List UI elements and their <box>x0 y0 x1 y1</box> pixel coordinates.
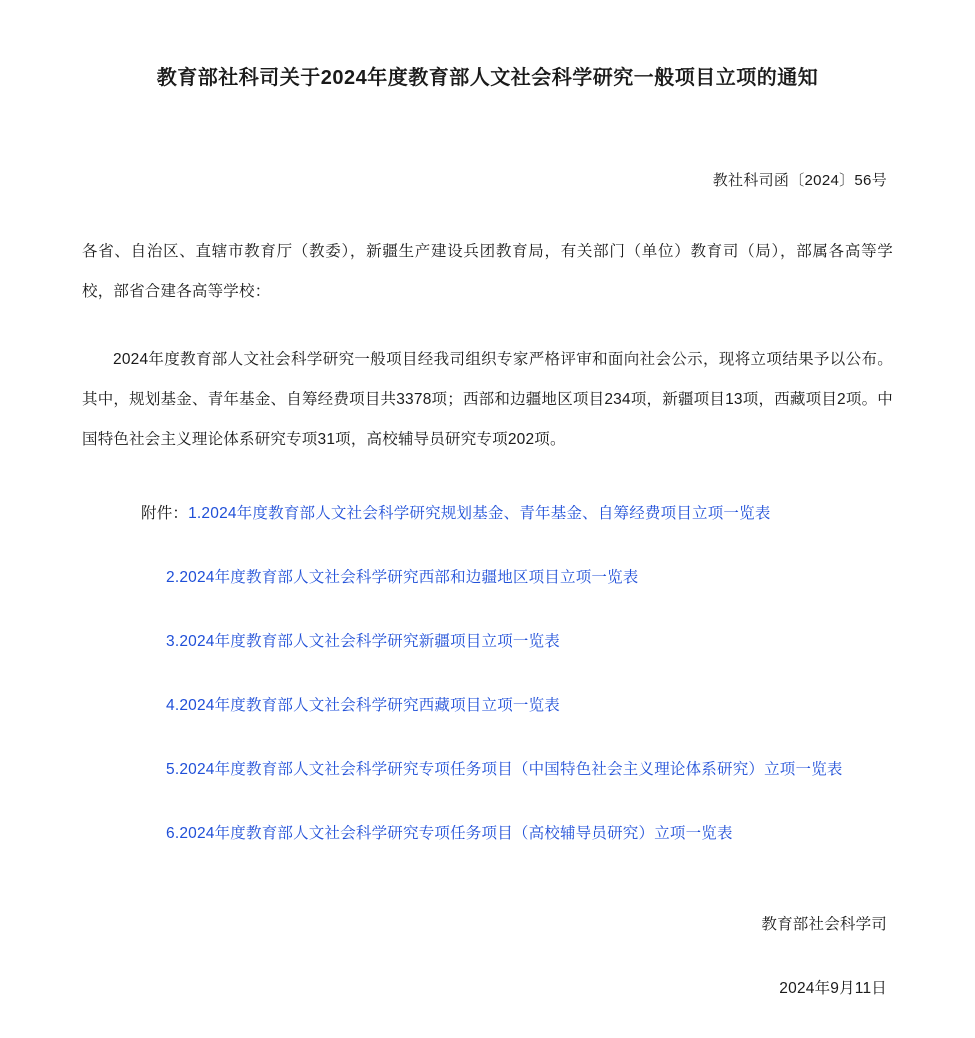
attachment-link-6[interactable]: 6.2024年度教育部人文社会科学研究专项任务项目（高校辅导员研究）立项一览表 <box>166 824 733 842</box>
attachment-label: 附件： <box>141 504 189 522</box>
list-item <box>82 558 893 598</box>
attachment-link-4[interactable]: 4.2024年度教育部人文社会科学研究西藏项目立项一览表 <box>166 696 561 714</box>
list-item <box>82 750 893 790</box>
document-page <box>0 13 975 1037</box>
addressee-paragraph: 各省、自治区、直辖市教育厅（教委），新疆生产建设兵团教育局，有关部门（单位）教育司（局），部属各高等学校，部省合建各高等学校： <box>82 242 893 300</box>
body-paragraph: 2024年度教育部人文社会科学研究一般项目经我司组织专家严格评审和面向社会公示，现将立项结果予以公布。其中，规划基金、青年基金、自筹经费项目共3378项；西部和边疆地区项目234项，新疆项目13项，西藏项目2项。中国特色社会主义理论体系研究专项31项，高校辅导员研究专项202项。 <box>82 350 893 448</box>
signature-organization: 教育部社会科学司 <box>761 915 887 933</box>
list-item <box>82 622 893 662</box>
list-item <box>82 494 893 534</box>
attachment-link-3[interactable]: 3.2024年度教育部人文社会科学研究新疆项目立项一览表 <box>166 632 561 650</box>
document-number: 教社科司函〔2024〕56号 <box>712 171 887 189</box>
document-body <box>0 232 975 460</box>
signature-date: 2024年9月11日 <box>779 979 887 997</box>
attachment-link-2[interactable]: 2.2024年度教育部人文社会科学研究西部和边疆地区项目立项一览表 <box>166 568 639 586</box>
attachment-link-1[interactable]: 1.2024年度教育部人文社会科学研究规划基金、青年基金、自筹经费项目立项一览表 <box>188 504 771 522</box>
list-item <box>82 814 893 854</box>
page-title: 教育部社科司关于2024年度教育部人文社会科学研究一般项目立项的通知 <box>156 67 819 90</box>
list-item <box>82 686 893 726</box>
attachment-list <box>0 494 975 854</box>
attachment-link-5[interactable]: 5.2024年度教育部人文社会科学研究专项任务项目（中国特色社会主义理论体系研究）立项一览表 <box>166 760 843 778</box>
